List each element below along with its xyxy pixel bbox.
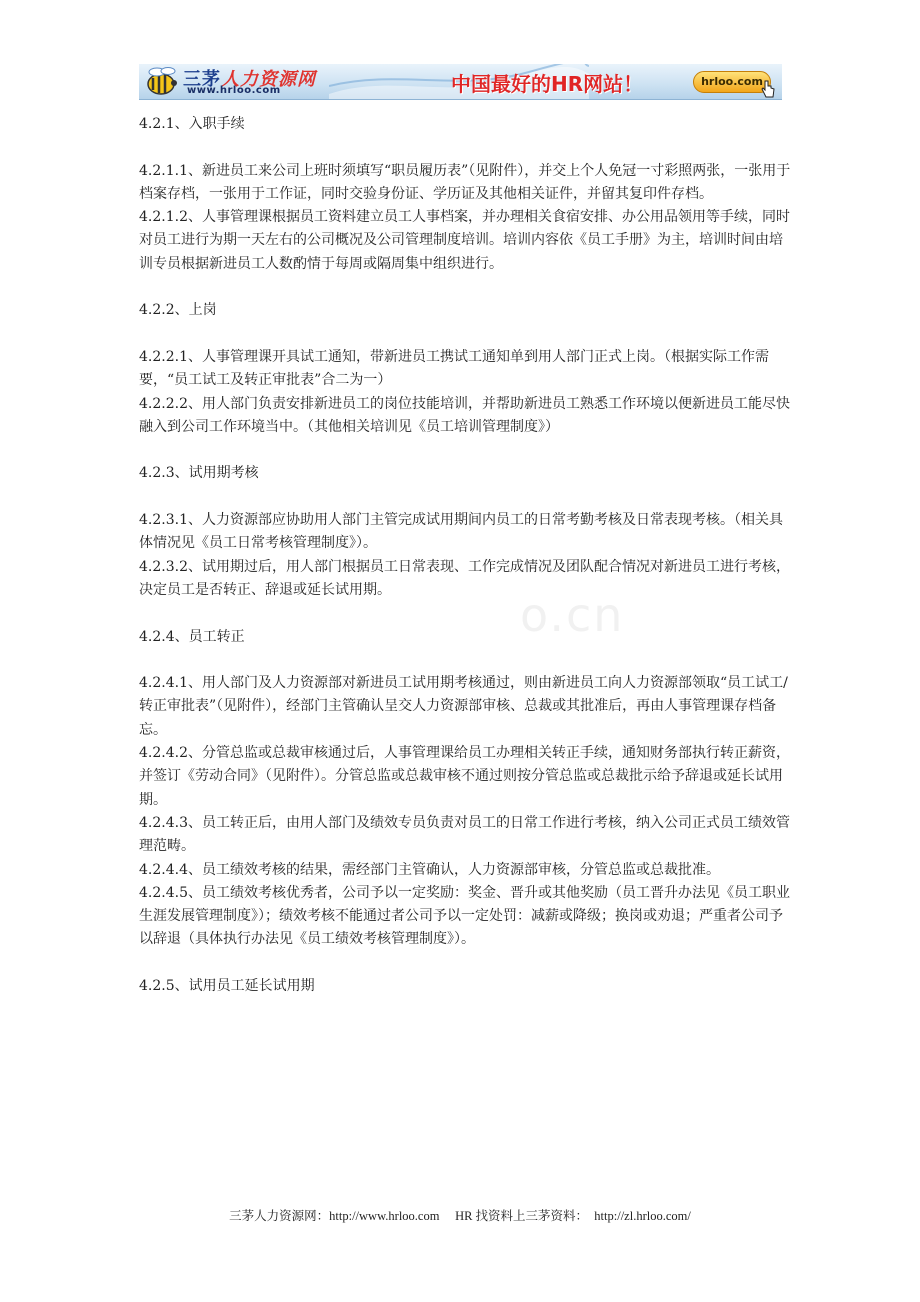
blank-line — [139, 323, 791, 346]
blank-line — [139, 952, 791, 975]
header-banner[interactable] — [139, 64, 782, 100]
banner-slogan: 中国最好的HR网站！ — [451, 72, 644, 96]
paragraph: 4.2.4.2、分管总监或总裁审核通过后，人事管理课给员工办理相关转正手续，通知财务部执行转正薪资，并签订《劳动合同》（见附件）。分管总监或总裁审核不通过则按分管总监或总裁批示给予辞退或延长试用期。 — [139, 745, 790, 808]
document-body — [139, 113, 791, 998]
paragraph: 4.2.2.2、用人部门负责安排新进员工的岗位技能培训，并帮助新进员工熟悉工作环境以便新进员工能尽快融入到公司工作环境当中。（其他相关培训见《员工培训管理制度》） — [139, 395, 790, 435]
watermark-text: o.cn — [520, 588, 625, 642]
paragraph: 4.2.4.4、员工绩效考核的结果，需经部门主管确认，人力资源部审核，分管总监或总裁批准。 — [139, 861, 720, 878]
section-heading: 4.2.2、上岗 — [139, 302, 217, 319]
site-link-button[interactable]: hrloo.com — [693, 71, 771, 93]
brand-name-accent: 人力资源网 — [221, 69, 316, 90]
section-heading: 4.2.1、入职手续 — [139, 116, 245, 132]
paragraph: 4.2.1.2、人事管理课根据员工资料建立员工人事档案，并办理相关食宿安排、办公用品领用等手续，同时对员工进行为期一天左右的公司概况及公司管理制度培训。培训内容依《员工手册》为主，培训时间由培训专员根据新进员工人数酌情于每周或隔周集中组织进行。 — [139, 209, 790, 272]
section-heading: 4.2.4、员工转正 — [139, 628, 245, 645]
blank-line — [139, 602, 791, 625]
paragraph: 4.2.2.1、人事管理课开具试工通知，带新进员工携试工通知单到用人部门正式上岗。（根据实际工作需要，“员工试工及转正审批表”合二为一） — [139, 348, 769, 389]
section-heading: 4.2.5、试用员工延长试用期 — [139, 977, 315, 994]
blank-line — [139, 439, 791, 462]
section-heading: 4.2.3、试用期考核 — [139, 465, 259, 482]
blank-line — [139, 649, 791, 672]
paragraph: 4.2.4.1、用人部门及人力资源部对新进员工试用期考核通过，则由新进员工向人力资源部领取“员工试工/转正审批表”（见附件），经部门主管确认呈交人力资源部审核、总裁或其批准后，再由人事管理课存档备忘。 — [139, 675, 788, 738]
paragraph: 4.2.4.3、员工转正后，由用人部门及绩效专员负责对员工的日常工作进行考核，纳入公司正式员工绩效管理范畴。 — [139, 814, 790, 855]
paragraph: 4.2.1.1、新进员工来公司上班时须填写“职员履历表”（见附件），并交上个人免冠一寸彩照两张，一张用于档案存档，一张用于工作证，同时交验身份证、学历证及其他相关证件，并留其复印件存档。 — [139, 162, 791, 202]
page-footer: 三茅人力资源网：http://www.hrloo.com HR 找资料上三茅资料： http://zl.hrloo.com/ — [229, 1209, 691, 1223]
paragraph: 4.2.3.2、试用期过后，用人部门根据员工日常表现、工作完成情况及团队配合情况对新进员工进行考核，决定员工是否转正、辞退或延长试用期。 — [139, 558, 790, 598]
blank-line — [139, 276, 791, 299]
paragraph: 4.2.3.1、人力资源部应协助用人部门主管完成试用期间内员工的日常考勤考核及日常表现考核。（相关具体情况见《员工日常考核管理制度》）。 — [139, 512, 783, 552]
bee-logo-icon — [143, 66, 179, 97]
paragraph: 4.2.4.5、员工绩效考核优秀者，公司予以一定奖励：奖金、晋升或其他奖励（员工晋升办法见《员工职业生涯发展管理制度》）；绩效考核不能通过者公司予以一定处罚：减薪或降级；换岗或劝退；严重者公司予以辞退（具体执行办法见《员工绩效考核管理制度》）。 — [139, 884, 790, 948]
brand-name-main: 三茅 — [183, 69, 221, 90]
brand-url: www.hrloo.com — [187, 85, 281, 96]
hand-cursor-icon — [761, 80, 775, 98]
blank-line — [139, 486, 791, 509]
blank-line — [139, 136, 791, 159]
